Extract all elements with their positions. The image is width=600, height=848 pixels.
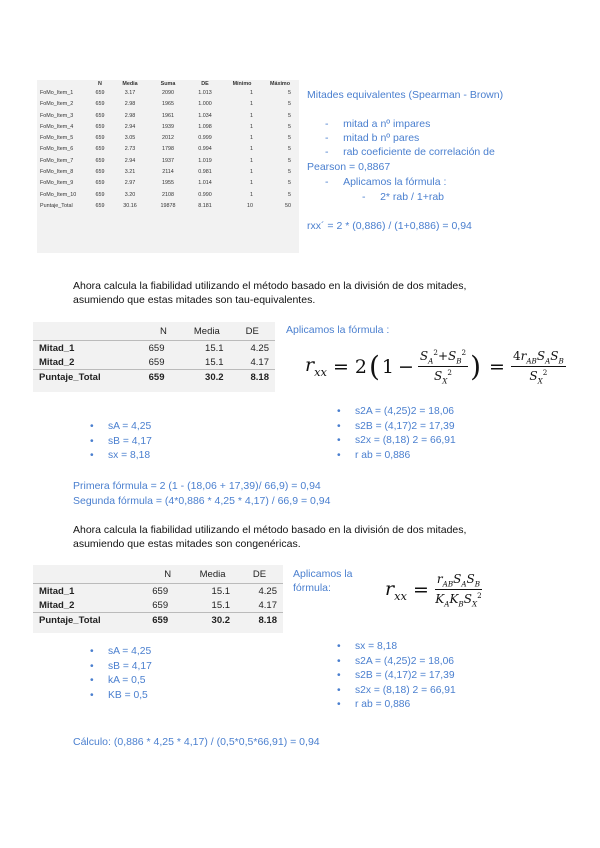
sec3-cell: 15.1 bbox=[211, 585, 231, 597]
sec3-cell: Puntaje_Total bbox=[33, 613, 146, 628]
f2-sb: S bbox=[466, 572, 475, 586]
list-item: • sx = 8,18 bbox=[337, 640, 456, 655]
sec3-cell: Mitad_2 bbox=[39, 599, 75, 611]
list-item: • sB = 4,17 bbox=[90, 435, 152, 450]
items-table bbox=[37, 80, 299, 212]
table-row bbox=[33, 341, 275, 356]
sec2-header-cell: N bbox=[143, 322, 185, 341]
table-row bbox=[37, 99, 299, 110]
t1-cell: 1965 bbox=[162, 101, 174, 108]
sec2-cell: 15.1 bbox=[205, 356, 224, 368]
f1-sub-b: B bbox=[456, 356, 462, 366]
t1-cell: 1 bbox=[250, 169, 253, 176]
t1-cell: 5 bbox=[288, 112, 291, 119]
t1-cell: 659 bbox=[95, 90, 105, 96]
f2-sup-x: 2 bbox=[477, 591, 482, 601]
table-row bbox=[37, 133, 299, 144]
t1-cell: 659 bbox=[95, 135, 105, 142]
t1-cell: 659 bbox=[95, 123, 105, 130]
t1-cell: 5 bbox=[288, 157, 291, 164]
table-row bbox=[37, 122, 299, 133]
list-item: • sA = 4,25 bbox=[90, 645, 152, 660]
t1-cell: 5 bbox=[288, 123, 291, 130]
t1-cell: 1 bbox=[250, 101, 253, 108]
t1-cell: 5 bbox=[288, 191, 291, 198]
f1-s-b2: S bbox=[550, 348, 559, 363]
t1-cell: 0.994 bbox=[198, 146, 212, 153]
t1-cell: 1 bbox=[250, 157, 253, 164]
t1-cell: 659 bbox=[95, 146, 105, 153]
sec2-cell: Mitad_1 bbox=[39, 342, 75, 354]
f1-sb: S bbox=[448, 349, 457, 363]
table-row bbox=[33, 613, 283, 628]
t1-cell: 2.94 bbox=[124, 123, 136, 130]
list-item: • s2A = (4,25)2 = 18,06 bbox=[337, 405, 456, 420]
f1-sa: S bbox=[419, 349, 429, 363]
f1-sub-b2: B bbox=[558, 355, 564, 365]
t1-header-cell: Media bbox=[122, 81, 138, 87]
f1-sx: S bbox=[434, 369, 443, 384]
t1-cell: FoMo_Item_1 bbox=[40, 90, 74, 96]
sb-item-1-text: mitad a nº impares bbox=[343, 118, 431, 130]
sec3-cell: 30.2 bbox=[189, 613, 236, 628]
sec3-cell: 4.25 bbox=[258, 585, 277, 597]
f2-ka: K bbox=[435, 592, 445, 607]
t1-cell: FoMo_Item_10 bbox=[40, 191, 77, 198]
sec3-cell: 659 bbox=[152, 599, 169, 611]
sec3-bullets-right bbox=[337, 640, 456, 713]
sec2-header-cell bbox=[33, 322, 143, 341]
sec2-aplicamos: Aplicamos la fórmula : bbox=[286, 324, 390, 336]
sec2-cell: 4.25 bbox=[250, 342, 269, 354]
t1-cell: 2090 bbox=[162, 90, 174, 96]
f1-sup-a: 2 bbox=[433, 348, 438, 357]
f2-lhs: r bbox=[385, 577, 395, 600]
f1-r: r bbox=[520, 348, 527, 363]
sec2-cell: 8.18 bbox=[230, 370, 275, 385]
f1-lhs: r bbox=[305, 354, 315, 377]
formula-congeneric: $r_{xx}$ = $\frac{r_{AB}S_AS_B}{K_AK_BS_X^2}$ bbox=[385, 572, 482, 609]
sb-item-3: - rab coeficiente de correlación de bbox=[325, 146, 495, 158]
list-item: • KB = 0,5 bbox=[90, 689, 152, 704]
t1-cell: Puntaje_Total bbox=[40, 202, 73, 209]
t1-cell: FoMo_Item_3 bbox=[40, 112, 74, 119]
t1-cell: 659 bbox=[95, 191, 105, 198]
t1-cell: 1 bbox=[250, 112, 253, 119]
sec3-calc: Cálculo: (0,886 * 4,25 * 4,17) / (0,5*0,5*66,91) = 0,94 bbox=[73, 736, 320, 748]
t1-cell: 0.999 bbox=[198, 135, 212, 142]
f1-s-a2: S bbox=[536, 348, 546, 363]
sb-item-2: - mitad b nº pares bbox=[325, 132, 420, 144]
table-row bbox=[33, 584, 283, 599]
t1-cell: 1 bbox=[250, 135, 253, 142]
t1-cell: 659 bbox=[95, 180, 105, 187]
t1-cell: 3.20 bbox=[124, 191, 136, 198]
sec2-intro-2: asumiendo que estas mitades son tau-equivalentes. bbox=[73, 294, 316, 306]
t1-cell: 1 bbox=[250, 191, 253, 198]
t1-cell: 2.97 bbox=[124, 180, 136, 187]
sb-item-1: - mitad a nº impares bbox=[325, 118, 431, 130]
t1-cell: 1 bbox=[250, 146, 253, 153]
list-item: • s2x = (8,18) 2 = 66,91 bbox=[337, 684, 456, 699]
f2-sub-b: B bbox=[474, 579, 481, 589]
sec2-calc-1: Primera fórmula = 2 (1 - (18,06 + 17,39)/ 66,9) = 0,94 bbox=[73, 480, 321, 492]
list-item: • sB = 4,17 bbox=[90, 660, 152, 675]
t1-cell: 1.013 bbox=[198, 90, 212, 96]
sec2-intro-1: Ahora calcula la fiabilidad utilizando el método basado en la división de dos mitades, bbox=[73, 280, 467, 292]
sec2-cell: Puntaje_Total bbox=[33, 370, 143, 385]
t1-cell: 8.181 bbox=[198, 202, 212, 209]
t1-header-cell: Máximo bbox=[269, 81, 291, 87]
t1-header-cell bbox=[37, 80, 89, 88]
t1-cell: FoMo_Item_4 bbox=[40, 123, 74, 130]
t1-cell: 1.019 bbox=[198, 157, 212, 164]
t1-cell: 659 bbox=[95, 101, 105, 108]
sec2-header-cell: Media bbox=[184, 322, 229, 341]
f2-sa: S bbox=[453, 572, 462, 586]
t1-cell: FoMo_Item_5 bbox=[40, 135, 74, 142]
sb-item-3-text: rab coeficiente de correlación de bbox=[343, 146, 495, 158]
f1-four: 4 bbox=[512, 348, 521, 363]
table-row bbox=[37, 144, 299, 155]
sec3-cell: 659 bbox=[146, 613, 189, 628]
t1-cell: FoMo_Item_8 bbox=[40, 169, 74, 176]
t1-cell: 2.98 bbox=[124, 112, 136, 119]
sec3-header-cell: Media bbox=[189, 565, 236, 584]
t1-header-cell: DE bbox=[201, 81, 209, 87]
t1-cell: FoMo_Item_9 bbox=[40, 180, 74, 187]
sec3-intro-2: asumiendo que estas mitades son congenéricas. bbox=[73, 538, 301, 550]
sb-result: rxx´ = 2 * (0,886) / (1+0,886) = 0,94 bbox=[307, 220, 472, 232]
sb-item-4-text: Aplicamos la fórmula : bbox=[343, 176, 447, 188]
t1-cell: 2.73 bbox=[124, 146, 136, 153]
sec3-cell: Mitad_1 bbox=[39, 585, 75, 597]
table-row bbox=[33, 598, 283, 613]
f1-sup-b: 2 bbox=[461, 348, 467, 357]
t1-cell: 10 bbox=[247, 202, 253, 209]
sb-item-5-text: 2* rab / 1+rab bbox=[380, 191, 445, 203]
t1-cell: 30.16 bbox=[123, 202, 137, 209]
t1-cell: 1.000 bbox=[198, 101, 212, 108]
sec3-header-cell bbox=[33, 565, 146, 584]
f2-sx: S bbox=[463, 592, 472, 607]
sec2-calc-2: Segunda fórmula = (4*0,886 * 4,25 * 4,17) / 66,9 = 0,94 bbox=[73, 495, 331, 507]
f1-sub-a2: A bbox=[545, 355, 551, 365]
t1-cell: 2.94 bbox=[124, 157, 136, 164]
f1-sub-a: A bbox=[428, 356, 434, 366]
t1-cell: FoMo_Item_2 bbox=[40, 101, 74, 108]
list-item: • s2A = (4,25)2 = 18,06 bbox=[337, 655, 456, 670]
f2-lhs-sub: xx bbox=[394, 588, 407, 603]
t1-header-cell: Mínimo bbox=[232, 81, 252, 87]
t1-cell: 1.034 bbox=[198, 112, 212, 119]
sec3-cell: 8.18 bbox=[236, 613, 283, 628]
t1-cell: 1798 bbox=[162, 146, 174, 153]
t1-cell: FoMo_Item_6 bbox=[40, 146, 74, 153]
f2-sub-ab: AB bbox=[442, 579, 454, 589]
sec2-bullets-left bbox=[90, 420, 152, 464]
list-item: • sA = 4,25 bbox=[90, 420, 152, 435]
t1-cell: 1 bbox=[250, 123, 253, 130]
sec2-cell: 659 bbox=[143, 370, 185, 385]
t1-cell: 3.21 bbox=[124, 169, 136, 176]
sec2-cell: 30.2 bbox=[184, 370, 229, 385]
t1-cell: 5 bbox=[288, 101, 291, 108]
sb-item-4: - Aplicamos la fórmula : bbox=[325, 176, 447, 188]
f1-sup-x2: 2 bbox=[542, 367, 548, 377]
f2-kb: K bbox=[449, 592, 459, 607]
f1-sub-x: X bbox=[442, 376, 448, 386]
sec3-cell: 15.1 bbox=[211, 599, 231, 611]
f1-sup-x: 2 bbox=[447, 368, 452, 378]
f2-sub-a: A bbox=[461, 579, 467, 589]
t1-cell: FoMo_Item_7 bbox=[40, 157, 74, 164]
sb-title: Mitades equivalentes (Spearman - Brown) bbox=[307, 89, 504, 101]
list-item: • sx = 8,18 bbox=[90, 449, 152, 464]
sec3-intro-1: Ahora calcula la fiabilidad utilizando el método basado en la división de dos mitades, bbox=[73, 524, 467, 536]
t1-cell: 1961 bbox=[162, 112, 174, 119]
sec2-header-cell: DE bbox=[230, 322, 275, 341]
sec2-cell: 4.17 bbox=[250, 356, 269, 368]
t1-cell: 1 bbox=[250, 180, 253, 187]
sec3-header-cell: N bbox=[146, 565, 189, 584]
halves-table-tau bbox=[33, 322, 275, 384]
sec3-aplicamos-1: Aplicamos la bbox=[293, 568, 353, 580]
halves-table-congeneric bbox=[33, 565, 283, 627]
t1-cell: 1.014 bbox=[198, 180, 212, 187]
sec2-cell: 15.1 bbox=[205, 342, 224, 354]
sec3-cell: 659 bbox=[152, 585, 169, 597]
t1-cell: 5 bbox=[288, 135, 291, 142]
formula-tau-equivalent: $r_{xx}$ = 2 ( 1 − $\frac{S_A^2+S_B^2}{S_X^2}$ ) = $\frac{4r_{AB}S_AS_B}{S_X^2}$ bbox=[305, 348, 564, 386]
list-item: • r ab = 0,886 bbox=[337, 449, 456, 464]
t1-cell: 1939 bbox=[162, 123, 174, 130]
table-row bbox=[37, 178, 299, 189]
sec3-table-wrap bbox=[33, 565, 283, 633]
table-row bbox=[33, 355, 275, 370]
t1-cell: 3.05 bbox=[124, 135, 136, 142]
sec3-aplicamos-2: fórmula: bbox=[293, 582, 331, 594]
t1-header-cell: N bbox=[98, 81, 102, 87]
f2-sub-x: X bbox=[471, 599, 478, 609]
t1-cell: 659 bbox=[95, 112, 105, 119]
t1-cell: 1 bbox=[250, 90, 253, 96]
f2-sub-kb: B bbox=[458, 599, 464, 609]
f1-one: 1 bbox=[381, 355, 394, 378]
sec2-cell: 659 bbox=[148, 356, 165, 368]
table-row bbox=[37, 111, 299, 122]
f1-sx2: S bbox=[529, 368, 538, 383]
t1-cell: 2114 bbox=[162, 169, 174, 176]
sec3-cell: 4.17 bbox=[258, 599, 277, 611]
t1-cell: 3.17 bbox=[124, 90, 136, 96]
t1-cell: 659 bbox=[95, 157, 105, 164]
list-item: • s2B = (4,17)2 = 17,39 bbox=[337, 420, 456, 435]
t1-cell: 2.98 bbox=[124, 101, 136, 108]
f1-two: 2 bbox=[354, 355, 367, 378]
sec3-header-cell: DE bbox=[236, 565, 283, 584]
table-row bbox=[37, 156, 299, 167]
t1-cell: 0.981 bbox=[198, 169, 212, 176]
table-row bbox=[33, 370, 275, 385]
table-row bbox=[37, 88, 299, 99]
list-item: • r ab = 0,886 bbox=[337, 698, 456, 713]
list-item: • kA = 0,5 bbox=[90, 674, 152, 689]
sb-item-5: - 2* rab / 1+rab bbox=[362, 191, 445, 203]
t1-cell: 50 bbox=[285, 202, 291, 209]
sec2-table-wrap bbox=[33, 322, 275, 392]
t1-cell: 2012 bbox=[162, 135, 174, 142]
t1-cell: 5 bbox=[288, 146, 291, 153]
t1-cell: 1937 bbox=[162, 157, 174, 164]
t1-cell: 2108 bbox=[162, 191, 174, 198]
sec2-cell: Mitad_2 bbox=[39, 356, 75, 368]
f1-sub-ab: AB bbox=[526, 355, 537, 365]
descriptives-table-1 bbox=[37, 80, 299, 253]
t1-cell: 5 bbox=[288, 169, 291, 176]
table-row bbox=[37, 190, 299, 201]
list-item: • s2x = (8,18) 2 = 66,91 bbox=[337, 434, 456, 449]
sec3-bullets-left bbox=[90, 645, 152, 703]
t1-cell: 5 bbox=[288, 180, 291, 187]
f1-lhs-sub: xx bbox=[314, 365, 327, 380]
f1-sub-x2: X bbox=[537, 376, 543, 386]
f2-sub-ka: A bbox=[444, 599, 450, 609]
table-row bbox=[37, 167, 299, 178]
table-row bbox=[37, 201, 299, 212]
t1-cell: 659 bbox=[95, 202, 105, 209]
t1-cell: 5 bbox=[288, 90, 291, 96]
sec2-bullets-right bbox=[337, 405, 456, 463]
sb-item-2-text: mitad b nº pares bbox=[343, 132, 420, 144]
sb-item-3b: Pearson = 0,8867 bbox=[307, 161, 391, 173]
t1-header-cell: Suma bbox=[160, 81, 176, 87]
t1-cell: 659 bbox=[95, 169, 105, 176]
f2-r: r bbox=[436, 572, 443, 586]
list-item: • s2B = (4,17)2 = 17,39 bbox=[337, 669, 456, 684]
t1-cell: 1955 bbox=[162, 180, 174, 187]
sec2-cell: 659 bbox=[148, 342, 165, 354]
t1-cell: 1.098 bbox=[198, 123, 212, 130]
t1-cell: 19878 bbox=[160, 202, 176, 209]
t1-cell: 0.990 bbox=[198, 191, 212, 198]
